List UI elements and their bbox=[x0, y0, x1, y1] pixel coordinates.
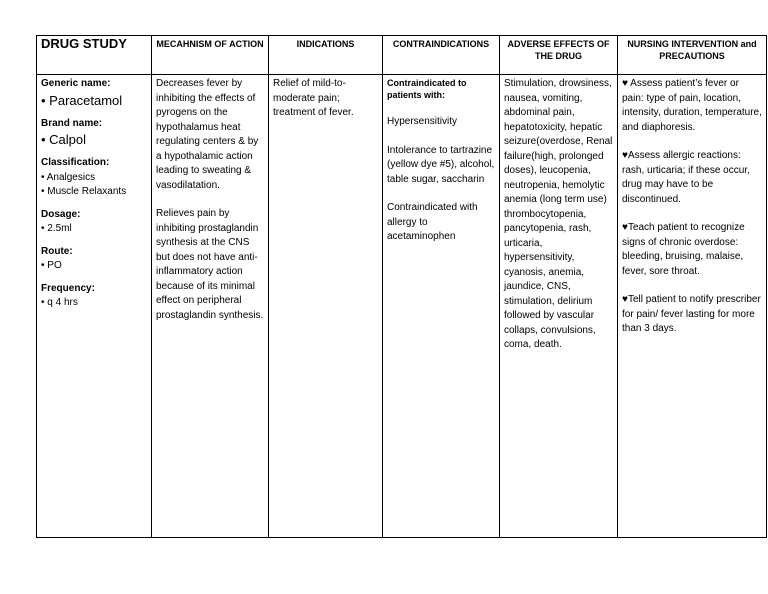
route-value: • PO bbox=[41, 260, 62, 271]
indications-paragraph: Relief of mild-to-moderate pain; treatment of fever. bbox=[273, 78, 354, 118]
contraindications-heading: Contraindicated to patients with: bbox=[387, 78, 467, 100]
header-contraindications: CONTRAINDICATIONS bbox=[383, 36, 500, 75]
mechanism-cell bbox=[152, 75, 269, 538]
drug-info-cell bbox=[37, 75, 152, 538]
header-row bbox=[37, 36, 767, 75]
nursing-paragraph-2: ♥Assess allergic reactions: rash, urticaria; if these occur, drug may have to be discontinued. bbox=[622, 150, 750, 205]
header-adverse-effects: ADVERSE EFFECTS OF THE DRUG bbox=[500, 36, 618, 75]
contraindications-paragraph-1: Hypersensitivity bbox=[387, 116, 458, 127]
nursing-cell bbox=[618, 75, 767, 538]
classification-value-2: • Muscle Relaxants bbox=[41, 186, 127, 197]
indications-cell bbox=[269, 75, 383, 538]
drug-study-table bbox=[36, 35, 767, 538]
brand-name-label: Brand name: bbox=[41, 117, 103, 129]
classification-value-1: • Analgesics bbox=[41, 171, 96, 183]
dosage-label: Dosage: bbox=[41, 208, 81, 220]
adverse-effects-cell bbox=[500, 75, 618, 538]
classification-label: Classification: bbox=[41, 157, 110, 168]
nursing-paragraph-1: ♥ Assess patient’s fever or pain: type of pain, location, intensity, duration, temperature, and diaphoresis. bbox=[622, 78, 762, 133]
header-nursing: NURSING INTERVENTION and PRECAUTIONS bbox=[618, 36, 767, 75]
frequency-value: • q 4 hrs bbox=[41, 297, 78, 308]
generic-name-label: Generic name: bbox=[41, 78, 111, 89]
header-mechanism: MECAHNISM OF ACTION bbox=[152, 36, 269, 75]
brand-name-value: • Calpol bbox=[41, 132, 87, 147]
header-indications: INDICATIONS bbox=[269, 36, 383, 75]
header-drug-study: DRUG STUDY bbox=[37, 36, 152, 75]
content-row bbox=[37, 75, 767, 538]
adverse-effects-paragraph: Stimulation, drowsiness, nausea, vomiting, abdominal pain, hepatotoxicity, hepatic seizure(overdose, Renal failure(high, prolonged doses), leucopenia, neutropenia, hemolytic anemia (long term use) thrombocytopenia, pancytopenia, rash, urticaria, hypersensitivity, cyanosis, anemia, jaundice, CNS, stimulation, delirium followed by vascular collaps, convulsions, coma, death. bbox=[504, 78, 613, 350]
mechanism-paragraph-1: Decreases fever by inhibiting the effects of pyrogens on the hypothalamus heat regulating centers & by a hypothalamic action leading to sweating & vasodilatation. bbox=[156, 78, 259, 191]
contraindications-cell bbox=[383, 75, 500, 538]
contraindications-paragraph-3: Contraindicated with allergy to acetaminophen bbox=[387, 202, 478, 242]
generic-name-value: • Paracetamol bbox=[41, 92, 123, 108]
nursing-paragraph-3: ♥Teach patient to recognize signs of chronic overdose: bleeding, bruising, malaise, fever, sore throat. bbox=[622, 222, 745, 277]
mechanism-paragraph-2: Relieves pain by inhibiting prostaglandin synthesis at the CNS but does not have anti-inflammatory action because of its minimal effect on peripheral prostaglandin synthesis. bbox=[156, 208, 264, 321]
frequency-label: Frequency: bbox=[41, 282, 95, 294]
route-label: Route: bbox=[41, 245, 73, 257]
contraindications-paragraph-2: Intolerance to tartrazine (yellow dye #5), alcohol, table sugar, saccharin bbox=[387, 144, 495, 185]
dosage-value: • 2.5ml bbox=[41, 223, 72, 234]
nursing-paragraph-4: ♥Tell patient to notify prescriber for pain/ fever lasting for more than 3 days. bbox=[622, 294, 761, 334]
